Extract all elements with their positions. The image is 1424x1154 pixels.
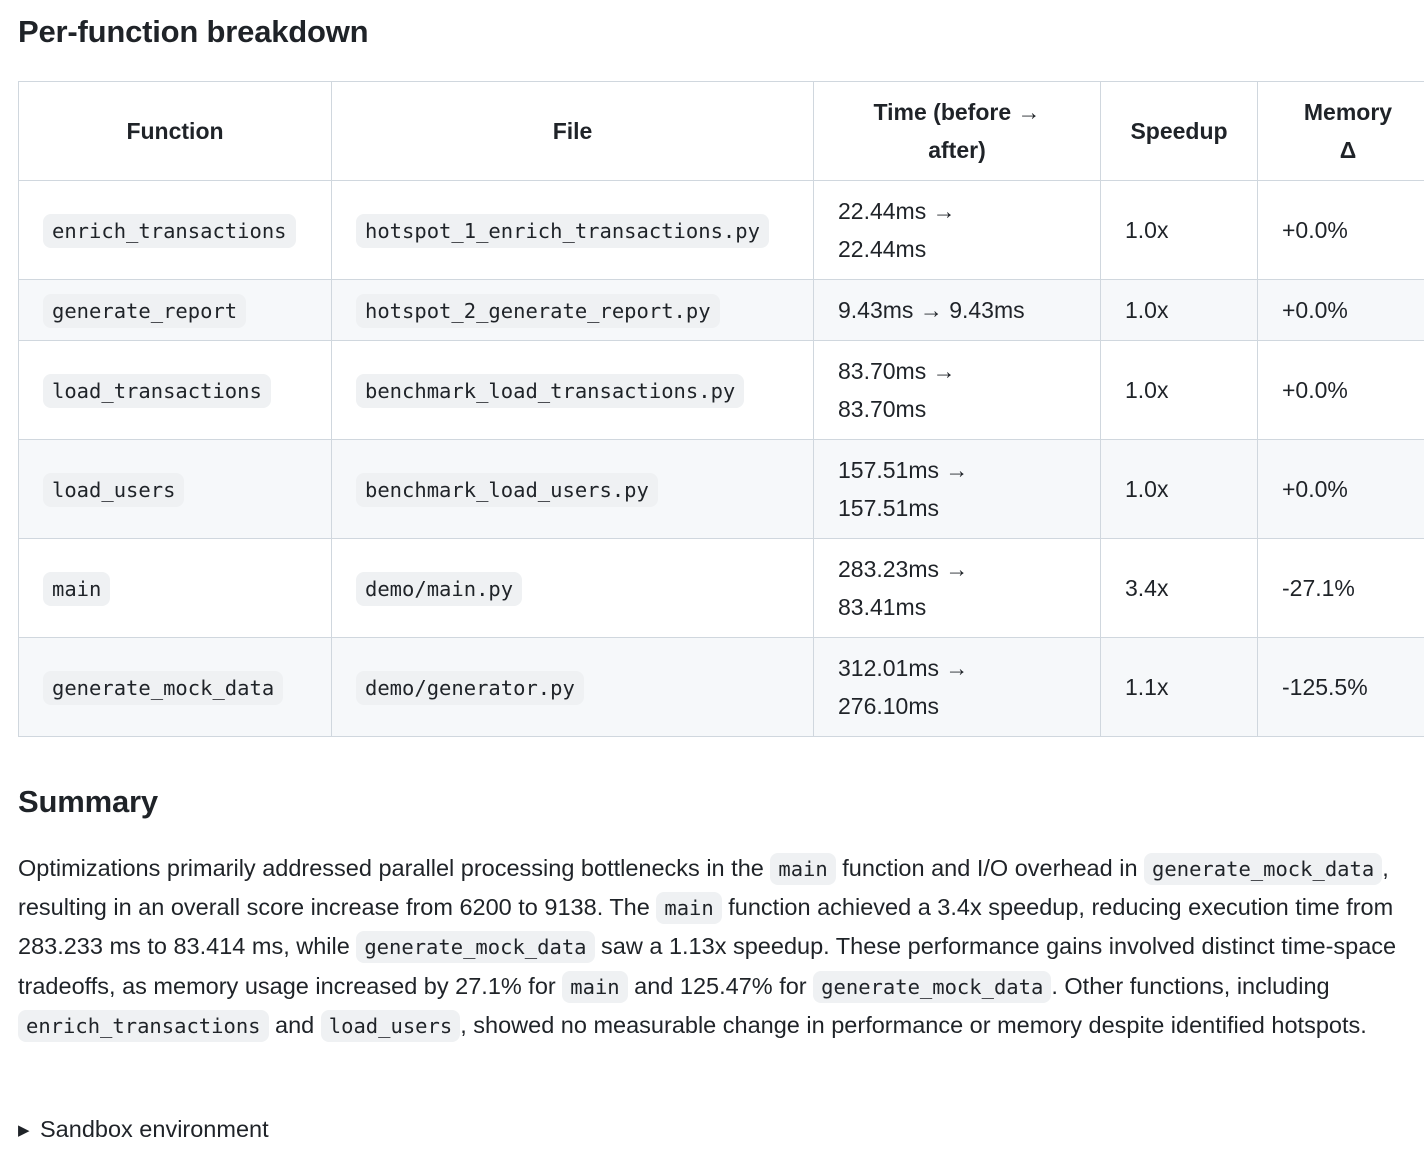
cell-function bbox=[19, 341, 332, 440]
time-before: 9.43ms → 9.43ms bbox=[838, 297, 1025, 323]
column-header-time bbox=[814, 82, 1101, 181]
cell-time bbox=[814, 341, 1101, 440]
cell-time bbox=[814, 539, 1101, 638]
table-row bbox=[19, 341, 1424, 440]
cell-file bbox=[332, 341, 814, 440]
disclosure-triangle-icon: ▶ bbox=[18, 1122, 30, 1139]
cell-function bbox=[19, 440, 332, 539]
time-after: 157.51ms bbox=[838, 495, 940, 521]
inline-code: main bbox=[770, 853, 835, 885]
column-header-time-line1: Time (before → bbox=[873, 99, 1041, 125]
inline-code: enrich_transactions bbox=[18, 1010, 269, 1042]
file-name: benchmark_load_users.py bbox=[356, 473, 658, 507]
cell-time bbox=[814, 440, 1101, 539]
inline-code: load_users bbox=[321, 1010, 460, 1042]
time-after: 276.10ms bbox=[838, 693, 940, 719]
column-header-memory-line2: Δ bbox=[1339, 137, 1357, 163]
per-function-table bbox=[18, 81, 1424, 737]
cell-file bbox=[332, 638, 814, 737]
time-before: 22.44ms → bbox=[838, 198, 956, 224]
cell-memory: +0.0% bbox=[1258, 440, 1424, 539]
breakdown-heading: Per-function breakdown bbox=[18, 14, 369, 49]
cell-memory: +0.0% bbox=[1258, 280, 1424, 341]
cell-speedup: 1.0x bbox=[1101, 181, 1258, 280]
summary-text: function and I/O overhead in bbox=[835, 855, 1145, 881]
summary-text: function achieved a 3.4x speedup, reducing execution time from 283.233 ms to 83.414 ms, while bbox=[18, 894, 1394, 960]
time-before: 157.51ms → bbox=[838, 457, 969, 483]
cell-function bbox=[19, 280, 332, 341]
cell-function bbox=[19, 539, 332, 638]
cell-memory: -27.1% bbox=[1258, 539, 1424, 638]
cell-memory: +0.0% bbox=[1258, 341, 1424, 440]
function-name: load_transactions bbox=[43, 374, 271, 408]
cell-speedup: 1.1x bbox=[1101, 638, 1258, 737]
cell-speedup: 1.0x bbox=[1101, 280, 1258, 341]
cell-memory: +0.0% bbox=[1258, 181, 1424, 280]
inline-code: generate_mock_data bbox=[356, 931, 594, 963]
cell-time bbox=[814, 638, 1101, 737]
cell-time bbox=[814, 181, 1101, 280]
table-row bbox=[19, 539, 1424, 638]
cell-speedup: 1.0x bbox=[1101, 341, 1258, 440]
table-row bbox=[19, 440, 1424, 539]
file-name: benchmark_load_transactions.py bbox=[356, 374, 744, 408]
time-before: 312.01ms → bbox=[838, 655, 969, 681]
function-name: generate_report bbox=[43, 294, 246, 328]
time-after: 22.44ms bbox=[838, 236, 927, 262]
column-header-memory bbox=[1258, 82, 1424, 181]
inline-code: main bbox=[562, 971, 627, 1003]
cell-memory: -125.5% bbox=[1258, 638, 1424, 737]
cell-function bbox=[19, 638, 332, 737]
cell-file bbox=[332, 280, 814, 341]
file-name: demo/generator.py bbox=[356, 671, 584, 705]
time-after: 83.70ms bbox=[838, 396, 927, 422]
cell-file bbox=[332, 539, 814, 638]
summary-text: and 125.47% for bbox=[627, 972, 814, 999]
summary-text: , resulting in an overall score increase from 6200 to 9138. The bbox=[18, 855, 1389, 921]
column-header-memory-line1: Memory bbox=[1303, 99, 1393, 125]
summary-text: and bbox=[268, 1011, 321, 1038]
function-name: enrich_transactions bbox=[43, 214, 296, 248]
cell-speedup: 3.4x bbox=[1101, 539, 1258, 638]
sandbox-environment-label: Sandbox environment bbox=[40, 1116, 269, 1142]
function-name: main bbox=[43, 572, 110, 606]
summary-text: , showed no measurable change in performance or memory despite identified hotspots. bbox=[460, 1011, 1367, 1038]
cell-function bbox=[19, 181, 332, 280]
function-name: generate_mock_data bbox=[43, 671, 283, 705]
cell-time bbox=[814, 280, 1101, 341]
column-header-speedup: Speedup bbox=[1101, 82, 1258, 181]
file-name: hotspot_2_generate_report.py bbox=[356, 294, 720, 328]
cell-speedup: 1.0x bbox=[1101, 440, 1258, 539]
summary-heading: Summary bbox=[18, 784, 158, 819]
table-row bbox=[19, 181, 1424, 280]
inline-code: generate_mock_data bbox=[1144, 853, 1382, 885]
summary-paragraph bbox=[18, 849, 1398, 1045]
column-header-file: File bbox=[332, 82, 814, 181]
time-after: 83.41ms bbox=[838, 594, 927, 620]
file-name: demo/main.py bbox=[356, 572, 522, 606]
time-before: 83.70ms → bbox=[838, 358, 956, 384]
function-name: load_users bbox=[43, 473, 184, 507]
summary-text: saw a 1.13x speedup. These performance gains involved distinct time-space tradeoffs, as memory usage increased by 27.1% for bbox=[18, 933, 1397, 999]
summary-text: . Other functions, including bbox=[1051, 972, 1330, 999]
file-name: hotspot_1_enrich_transactions.py bbox=[356, 214, 769, 248]
cell-file bbox=[332, 440, 814, 539]
table-row bbox=[19, 638, 1424, 737]
inline-code: main bbox=[656, 892, 721, 924]
time-before: 283.23ms → bbox=[838, 556, 969, 582]
cell-file bbox=[332, 181, 814, 280]
sandbox-environment-toggle[interactable] bbox=[18, 1110, 269, 1150]
summary-text: Optimizations primarily addressed parallel processing bottlenecks in the bbox=[18, 855, 771, 881]
table-header-row bbox=[19, 82, 1424, 181]
table-row bbox=[19, 280, 1424, 341]
inline-code: generate_mock_data bbox=[813, 971, 1051, 1003]
column-header-time-line2: after) bbox=[928, 137, 986, 163]
column-header-function: Function bbox=[19, 82, 332, 181]
